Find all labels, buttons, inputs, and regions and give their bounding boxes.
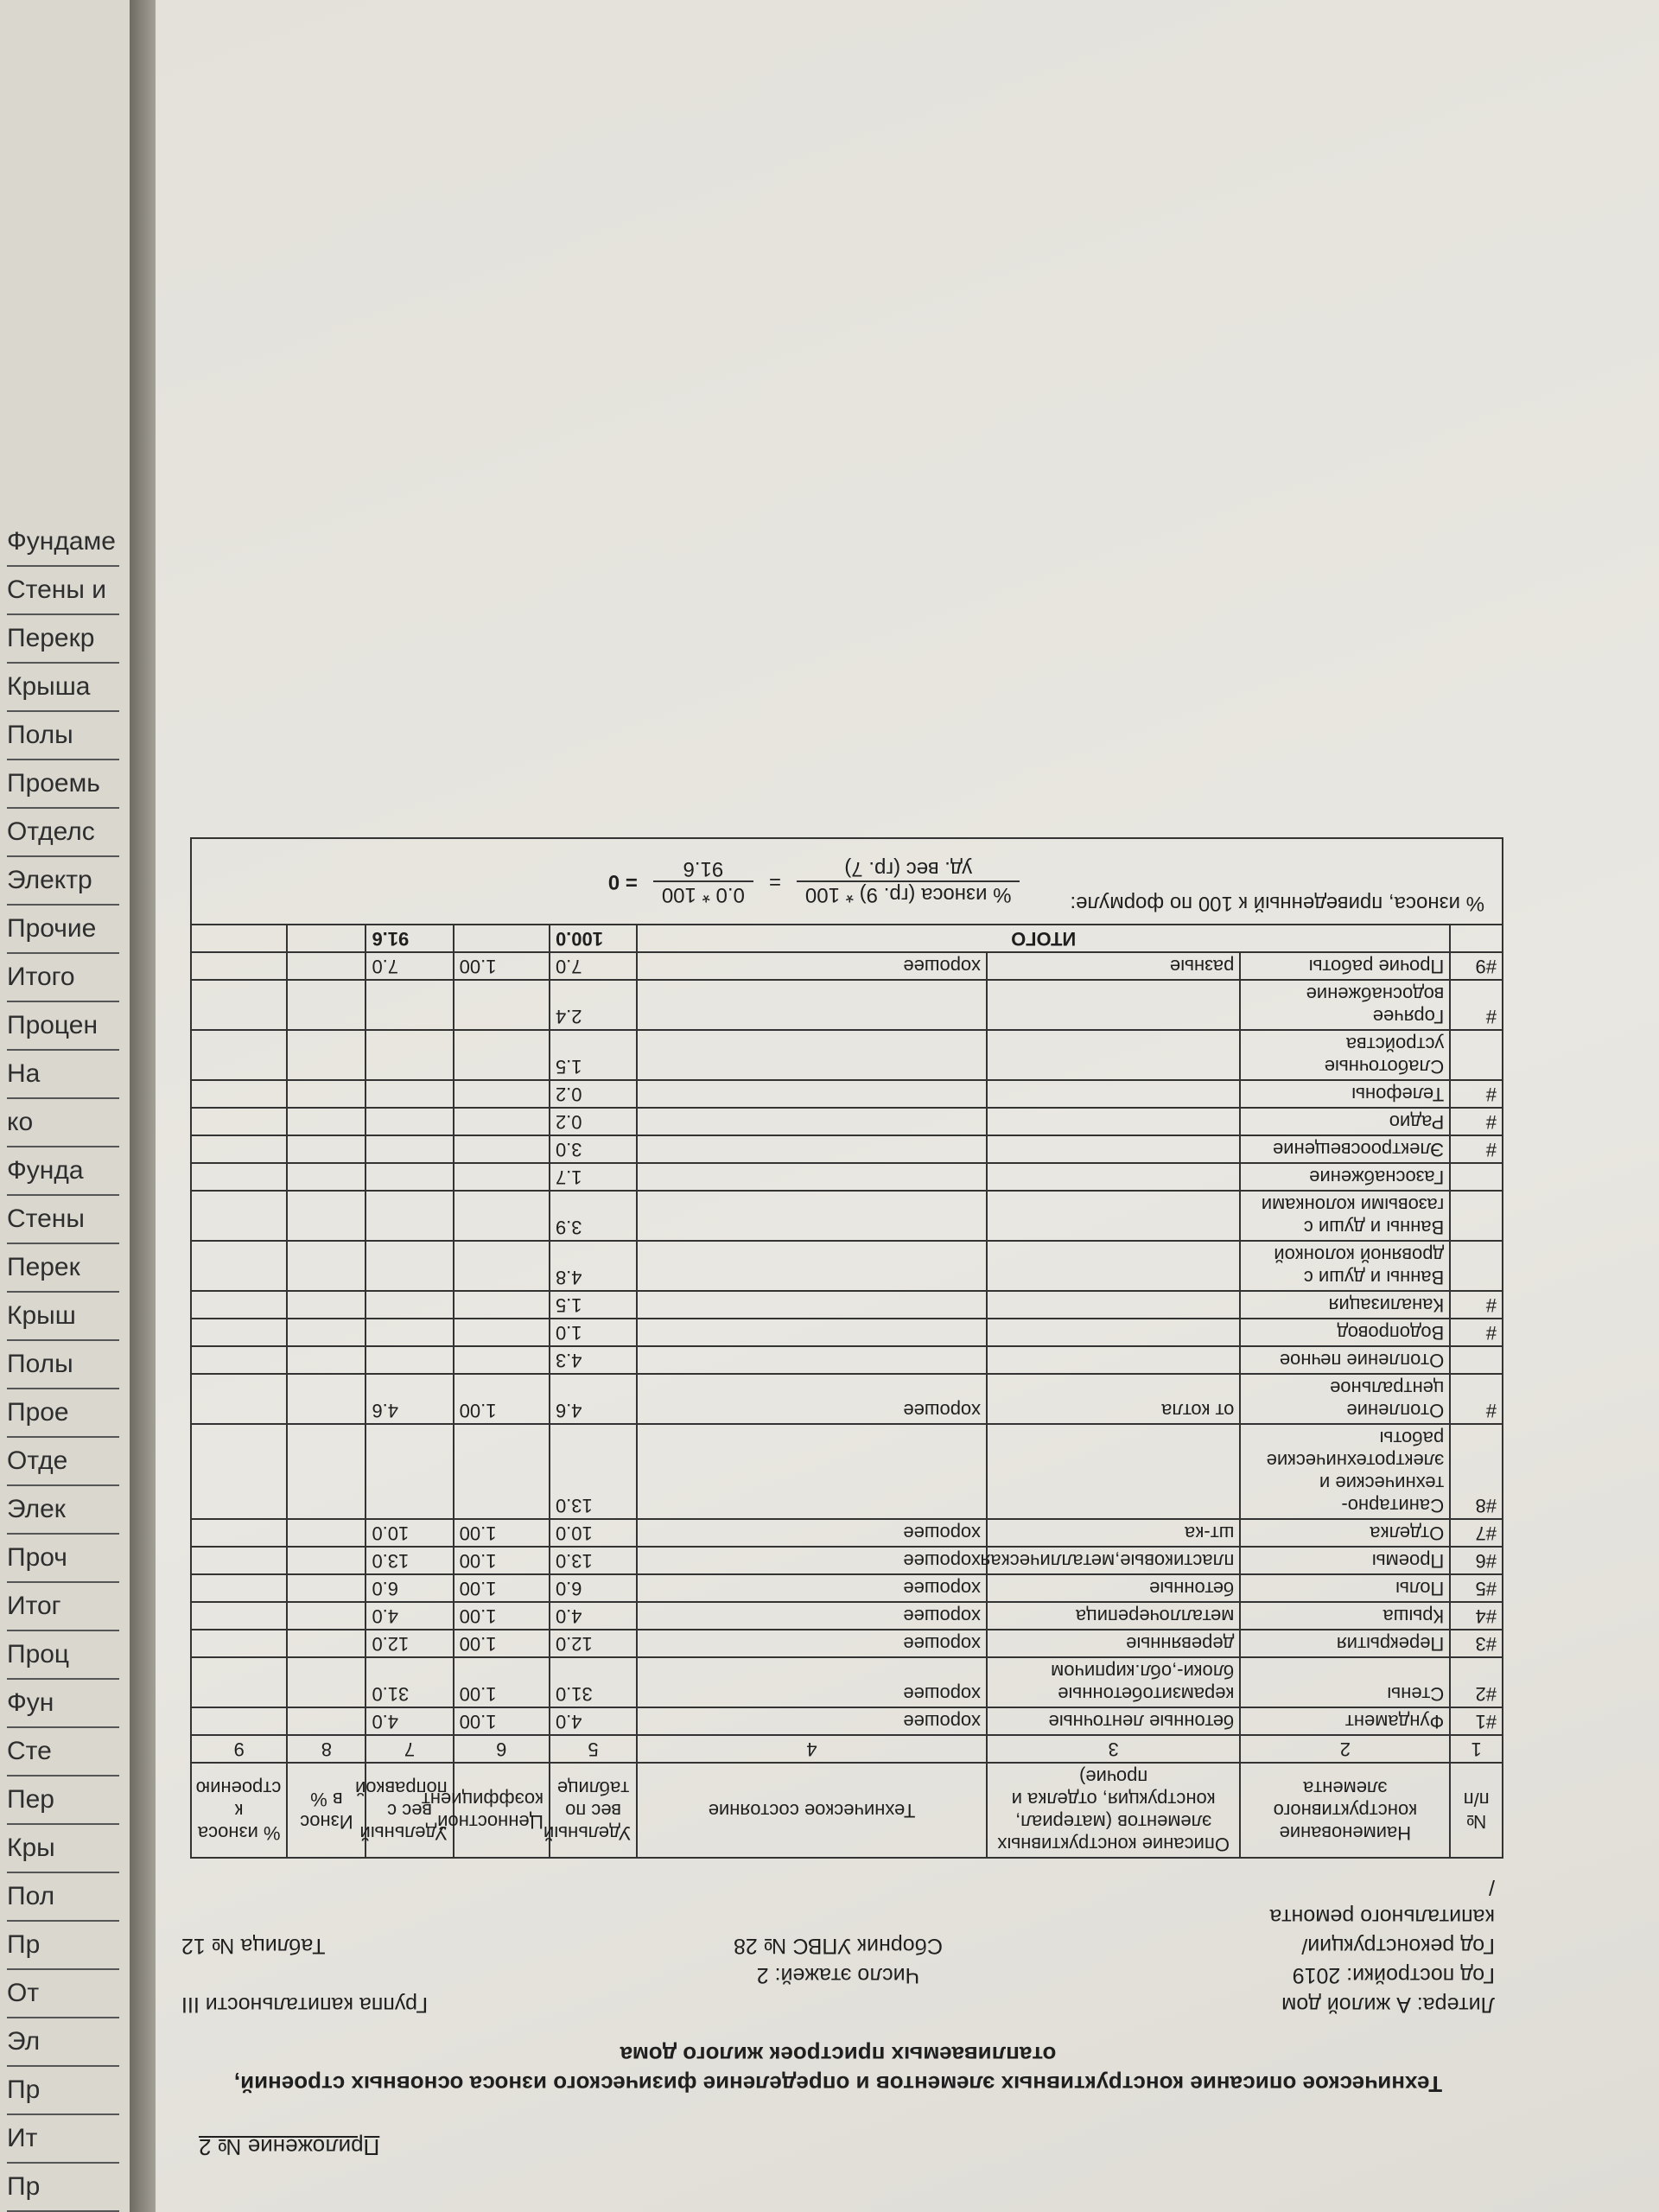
wear-table bbox=[190, 924, 1503, 1859]
header-wear: Износ в % bbox=[287, 1763, 365, 1858]
underlying-list-item: Перек bbox=[7, 1244, 119, 1293]
row-wear bbox=[287, 980, 365, 1030]
row-name: Электроосвещение bbox=[1240, 1135, 1450, 1163]
litera: Литера: А жилой дом bbox=[1281, 1993, 1495, 2017]
row-weight-corrected: 31.0 bbox=[365, 1657, 453, 1707]
total-weight: 100.0 bbox=[550, 925, 637, 952]
row-name: Радио bbox=[1240, 1108, 1450, 1135]
row-weight-corrected: 4.0 bbox=[365, 1707, 453, 1735]
row-wear-building bbox=[191, 1424, 287, 1519]
row-weight: 31.0 bbox=[550, 1657, 637, 1707]
row-weight: 13.0 bbox=[550, 1547, 637, 1574]
row-num: # bbox=[1450, 1135, 1503, 1163]
appendix-label: Приложение № 2 bbox=[199, 2134, 380, 2160]
row-num bbox=[1450, 1191, 1503, 1241]
capital-group: Группа капитальности III bbox=[181, 1993, 429, 2017]
row-name: Прочие работы bbox=[1240, 952, 1450, 980]
row-state bbox=[637, 1135, 987, 1163]
row-coef: 1.00 bbox=[454, 1574, 550, 1602]
formula-fraction-1 bbox=[797, 856, 1020, 906]
table-row bbox=[191, 1163, 1503, 1191]
row-wear bbox=[287, 1519, 365, 1547]
underlying-list-item: Прое bbox=[7, 1389, 119, 1438]
row-weight-corrected bbox=[365, 1319, 453, 1346]
table-row bbox=[191, 1424, 1503, 1519]
header-weight-corrected: Удельный вес с поправкой bbox=[365, 1763, 453, 1858]
row-coef: 1.00 bbox=[454, 1519, 550, 1547]
row-coef: 1.00 bbox=[454, 1602, 550, 1630]
row-desc: керамзитобетонные блоки-,обл.кирпичом bbox=[987, 1657, 1240, 1707]
row-desc bbox=[987, 1030, 1240, 1080]
row-state bbox=[637, 1241, 987, 1291]
row-name: Крыша bbox=[1240, 1602, 1450, 1630]
formula-block bbox=[190, 837, 1503, 924]
row-weight: 4.0 bbox=[550, 1602, 637, 1630]
formula-fraction-2 bbox=[653, 856, 753, 906]
underlying-list-item: Пр bbox=[7, 1922, 119, 1970]
row-weight: 4.8 bbox=[550, 1241, 637, 1291]
underlying-list-item: От bbox=[7, 1970, 119, 2018]
row-coef: 1.00 bbox=[454, 952, 550, 980]
row-wear-building bbox=[191, 952, 287, 980]
formula-numerator-1: % износа (гр. 9) * 100 bbox=[797, 880, 1020, 906]
table-row bbox=[191, 1374, 1503, 1424]
row-wear bbox=[287, 1630, 365, 1657]
row-desc: металлочерепица bbox=[987, 1602, 1240, 1630]
table-row bbox=[191, 980, 1503, 1030]
row-state bbox=[637, 980, 987, 1030]
row-name: Отопление печное bbox=[1240, 1346, 1450, 1374]
row-wear bbox=[287, 1374, 365, 1424]
underlying-list-item: Элек bbox=[7, 1486, 119, 1535]
row-wear-building bbox=[191, 1630, 287, 1657]
row-desc bbox=[987, 1319, 1240, 1346]
underlying-list-item: Отде bbox=[7, 1438, 119, 1486]
underlying-list-item: Фундаме bbox=[7, 518, 119, 567]
row-wear bbox=[287, 1319, 365, 1346]
index-cell: 1 bbox=[1450, 1735, 1503, 1763]
row-wear bbox=[287, 1547, 365, 1574]
underlying-list-item: Пр bbox=[7, 2067, 119, 2115]
row-wear-building bbox=[191, 1135, 287, 1163]
table-row bbox=[191, 1707, 1503, 1735]
row-state: хорошее bbox=[637, 952, 987, 980]
row-name: Отделка bbox=[1240, 1519, 1450, 1547]
year-reconstruction-value: / bbox=[1489, 1875, 1495, 1899]
table-row bbox=[191, 1108, 1503, 1135]
row-num: #7 bbox=[1450, 1519, 1503, 1547]
underlying-list-item: Пр bbox=[7, 2164, 119, 2212]
row-wear-building bbox=[191, 1346, 287, 1374]
row-weight: 3.9 bbox=[550, 1191, 637, 1241]
row-num bbox=[1450, 1163, 1503, 1191]
row-state: хорошее bbox=[637, 1374, 987, 1424]
row-desc bbox=[987, 1424, 1240, 1519]
row-state: хорошее bbox=[637, 1602, 987, 1630]
underlying-list-item: ко bbox=[7, 1099, 119, 1147]
table-row bbox=[191, 1574, 1503, 1602]
underlying-list-item: Стены bbox=[7, 1196, 119, 1244]
header-state: Техническое состояние bbox=[637, 1763, 987, 1858]
table-row bbox=[191, 1191, 1503, 1241]
row-desc bbox=[987, 1163, 1240, 1191]
row-state: хорошее bbox=[637, 1547, 987, 1574]
row-wear-building bbox=[191, 1191, 287, 1241]
row-num: #5 bbox=[1450, 1574, 1503, 1602]
row-weight: 6.0 bbox=[550, 1574, 637, 1602]
row-num: # bbox=[1450, 1374, 1503, 1424]
header-name: Наименование конструктивного элемента bbox=[1240, 1763, 1450, 1858]
row-desc bbox=[987, 1241, 1240, 1291]
row-coef bbox=[454, 1424, 550, 1519]
header-coef: Ценностной коэффициент bbox=[454, 1763, 550, 1858]
row-state bbox=[637, 1319, 987, 1346]
row-weight: 1.0 bbox=[550, 1319, 637, 1346]
row-coef: 1.00 bbox=[454, 1707, 550, 1735]
underlying-list-item: Итог bbox=[7, 1583, 119, 1631]
row-desc bbox=[987, 1346, 1240, 1374]
row-weight: 2.4 bbox=[550, 980, 637, 1030]
row-weight-corrected bbox=[365, 1108, 453, 1135]
row-weight-corrected: 4.6 bbox=[365, 1374, 453, 1424]
row-weight-corrected bbox=[365, 1135, 453, 1163]
underlying-list-item: Крыш bbox=[7, 1293, 119, 1341]
row-state bbox=[637, 1080, 987, 1108]
underlying-list-item: Кры bbox=[7, 1825, 119, 1873]
underlying-list-item: Проемь bbox=[7, 760, 119, 809]
row-weight-corrected: 13.0 bbox=[365, 1547, 453, 1574]
row-num bbox=[1450, 1030, 1503, 1080]
row-weight: 4.3 bbox=[550, 1346, 637, 1374]
row-coef: 1.00 bbox=[454, 1657, 550, 1707]
table-row bbox=[191, 952, 1503, 980]
row-wear bbox=[287, 1602, 365, 1630]
document-sheet bbox=[156, 0, 1659, 2212]
row-num: # bbox=[1450, 980, 1503, 1030]
table-row bbox=[191, 1346, 1503, 1374]
row-desc bbox=[987, 1108, 1240, 1135]
table-row bbox=[191, 1135, 1503, 1163]
row-wear-building bbox=[191, 1602, 287, 1630]
document-title: Техническое описание конструктивных элементов и определение физического износа основных строений, отапливаемых пристроек жилого дома bbox=[233, 2042, 1443, 2097]
row-wear bbox=[287, 1707, 365, 1735]
row-desc bbox=[987, 1191, 1240, 1241]
row-wear-building bbox=[191, 1707, 287, 1735]
row-wear bbox=[287, 1030, 365, 1080]
row-weight: 4.0 bbox=[550, 1707, 637, 1735]
floors: Число этажей: 2 bbox=[756, 1963, 920, 1987]
row-coef bbox=[454, 1030, 550, 1080]
row-wear-building bbox=[191, 1030, 287, 1080]
row-weight-corrected: 10.0 bbox=[365, 1519, 453, 1547]
row-weight-corrected: 7.0 bbox=[365, 952, 453, 980]
row-wear bbox=[287, 1657, 365, 1707]
row-desc: деревянные bbox=[987, 1630, 1240, 1657]
row-wear-building bbox=[191, 1241, 287, 1291]
row-weight: 0.2 bbox=[550, 1108, 637, 1135]
row-weight-corrected bbox=[365, 1163, 453, 1191]
row-desc: пластиковые,металлическая bbox=[987, 1547, 1240, 1574]
year-reconstruction-2: капитального ремонта bbox=[1269, 1904, 1495, 1929]
table-header-row bbox=[191, 1763, 1503, 1858]
header-desc: Описание конструктивных элементов (материал, конструкция, отделка и прочие) bbox=[987, 1763, 1240, 1858]
row-num: # bbox=[1450, 1080, 1503, 1108]
index-cell: 6 bbox=[454, 1735, 550, 1763]
underlying-list-item: Проч bbox=[7, 1535, 119, 1583]
row-desc: шт-ка bbox=[987, 1519, 1240, 1547]
row-wear-building bbox=[191, 1291, 287, 1319]
row-weight-corrected bbox=[365, 980, 453, 1030]
underlying-list-item: Пер bbox=[7, 1777, 119, 1825]
underlying-list-item: Проц bbox=[7, 1631, 119, 1680]
row-weight-corrected bbox=[365, 1030, 453, 1080]
sbornik: Сборник УПВС № 28 bbox=[733, 1934, 944, 1958]
row-weight: 1.5 bbox=[550, 1291, 637, 1319]
row-desc: бетонные ленточные bbox=[987, 1707, 1240, 1735]
row-coef bbox=[454, 1291, 550, 1319]
row-num: # bbox=[1450, 1291, 1503, 1319]
table-row bbox=[191, 1319, 1503, 1346]
row-wear-building bbox=[191, 1080, 287, 1108]
row-weight-corrected bbox=[365, 1291, 453, 1319]
meta-block bbox=[181, 1872, 1495, 2019]
row-wear bbox=[287, 1346, 365, 1374]
row-wear bbox=[287, 1424, 365, 1519]
row-name: Полы bbox=[1240, 1574, 1450, 1602]
underlying-list-item: Перекр bbox=[7, 615, 119, 664]
table-row bbox=[191, 1519, 1503, 1547]
row-coef: 1.00 bbox=[454, 1630, 550, 1657]
row-wear-building bbox=[191, 1108, 287, 1135]
row-state: хорошее bbox=[637, 1574, 987, 1602]
row-wear-building bbox=[191, 1547, 287, 1574]
row-num: #1 bbox=[1450, 1707, 1503, 1735]
row-wear bbox=[287, 1080, 365, 1108]
row-weight: 7.0 bbox=[550, 952, 637, 980]
underlying-list-item: Сте bbox=[7, 1728, 119, 1777]
row-wear bbox=[287, 1291, 365, 1319]
row-num: #6 bbox=[1450, 1547, 1503, 1574]
row-coef: 1.00 bbox=[454, 1374, 550, 1424]
row-wear bbox=[287, 1574, 365, 1602]
underlying-list-item: Полы bbox=[7, 712, 119, 760]
formula-result: = 0 bbox=[607, 870, 638, 893]
row-num: #2 bbox=[1450, 1657, 1503, 1707]
row-weight-corrected bbox=[365, 1346, 453, 1374]
underlying-list-item: Фунда bbox=[7, 1147, 119, 1196]
underlying-list-item: Фун bbox=[7, 1680, 119, 1728]
row-weight: 0.2 bbox=[550, 1080, 637, 1108]
row-name: Проемы bbox=[1240, 1547, 1450, 1574]
table-row bbox=[191, 1547, 1503, 1574]
formula-numerator-2: 0.0 * 100 bbox=[653, 880, 753, 906]
underlying-list-item: Крыша bbox=[7, 664, 119, 712]
row-wear-building bbox=[191, 1319, 287, 1346]
row-state: хорошее bbox=[637, 1707, 987, 1735]
row-desc: бетонные bbox=[987, 1574, 1240, 1602]
underlying-list-item: Эл bbox=[7, 2018, 119, 2067]
row-weight: 3.0 bbox=[550, 1135, 637, 1163]
table-number: Таблица № 12 bbox=[181, 1934, 326, 1958]
row-state bbox=[637, 1424, 987, 1519]
formula-caption: % износа, приведенный к 100 по формуле: bbox=[1070, 892, 1484, 915]
row-state bbox=[637, 1191, 987, 1241]
row-state: хорошее bbox=[637, 1657, 987, 1707]
row-weight: 4.6 bbox=[550, 1374, 637, 1424]
formula-denominator-1: уд. вес (гр. 7) bbox=[844, 857, 973, 880]
index-cell: 4 bbox=[637, 1735, 987, 1763]
row-num: # bbox=[1450, 1108, 1503, 1135]
row-weight: 1.5 bbox=[550, 1030, 637, 1080]
row-desc bbox=[987, 1080, 1240, 1108]
row-coef: 1.00 bbox=[454, 1547, 550, 1574]
row-wear-building bbox=[191, 1519, 287, 1547]
row-desc bbox=[987, 980, 1240, 1030]
row-coef bbox=[454, 980, 550, 1030]
row-coef bbox=[454, 1319, 550, 1346]
row-wear-building bbox=[191, 1374, 287, 1424]
row-name: Ванны и души с дровяной колонкой bbox=[1240, 1241, 1450, 1291]
underlying-list-item: Прочие bbox=[7, 906, 119, 954]
table-row bbox=[191, 1030, 1503, 1080]
row-name: Газоснабжение bbox=[1240, 1163, 1450, 1191]
row-wear-building bbox=[191, 1574, 287, 1602]
row-name: Санитарно-технические и электротехнические работы bbox=[1240, 1424, 1450, 1519]
row-desc: разные bbox=[987, 952, 1240, 980]
underlying-sheet bbox=[0, 0, 131, 2212]
row-weight-corrected bbox=[365, 1080, 453, 1108]
row-coef bbox=[454, 1241, 550, 1291]
table-row bbox=[191, 1080, 1503, 1108]
row-name: Канализация bbox=[1240, 1291, 1450, 1319]
total-weight-corrected: 91.6 bbox=[365, 925, 453, 952]
table-row bbox=[191, 1602, 1503, 1630]
row-weight-corrected: 12.0 bbox=[365, 1630, 453, 1657]
underlying-list-item: Отделс bbox=[7, 809, 119, 857]
formula-denominator-2: 91.6 bbox=[683, 857, 724, 880]
row-name: Слаботочные устройства bbox=[1240, 1030, 1450, 1080]
row-num: #9 bbox=[1450, 952, 1503, 980]
row-name: Водопровод bbox=[1240, 1319, 1450, 1346]
row-coef bbox=[454, 1135, 550, 1163]
row-coef bbox=[454, 1346, 550, 1374]
header-wear-building: % износа к строению bbox=[191, 1763, 287, 1858]
underlying-list-item: Электр bbox=[7, 857, 119, 906]
index-cell: 3 bbox=[987, 1735, 1240, 1763]
underlying-list-item: Итого bbox=[7, 954, 119, 1002]
row-weight-corrected: 4.0 bbox=[365, 1602, 453, 1630]
row-state bbox=[637, 1346, 987, 1374]
row-coef bbox=[454, 1191, 550, 1241]
row-num bbox=[1450, 1241, 1503, 1291]
total-label: ИТОГО bbox=[637, 925, 1450, 952]
row-name: Горячее водоснабжение bbox=[1240, 980, 1450, 1030]
index-cell: 2 bbox=[1240, 1735, 1450, 1763]
row-state: хорошее bbox=[637, 1519, 987, 1547]
row-wear-building bbox=[191, 980, 287, 1030]
row-weight: 1.7 bbox=[550, 1163, 637, 1191]
row-coef bbox=[454, 1080, 550, 1108]
row-wear bbox=[287, 952, 365, 980]
table-row bbox=[191, 1657, 1503, 1707]
index-cell: 8 bbox=[287, 1735, 365, 1763]
underlying-list-item: Полы bbox=[7, 1341, 119, 1389]
year-reconstruction: Год реконструкции/ bbox=[1301, 1934, 1495, 1958]
row-name: Отопление центральное bbox=[1240, 1374, 1450, 1424]
row-coef bbox=[454, 1108, 550, 1135]
table-row bbox=[191, 1291, 1503, 1319]
row-weight-corrected bbox=[365, 1191, 453, 1241]
row-wear-building bbox=[191, 1657, 287, 1707]
underlying-list-item: Процен bbox=[7, 1002, 119, 1051]
formula-equals: = bbox=[768, 870, 781, 893]
row-weight-corrected: 6.0 bbox=[365, 1574, 453, 1602]
row-name: Стены bbox=[1240, 1657, 1450, 1707]
row-state bbox=[637, 1291, 987, 1319]
row-wear bbox=[287, 1135, 365, 1163]
row-num: # bbox=[1450, 1319, 1503, 1346]
underlying-list-item: Стены и bbox=[7, 567, 119, 615]
row-wear bbox=[287, 1241, 365, 1291]
underlying-sheet-list bbox=[7, 518, 119, 2212]
row-name: Перекрытия bbox=[1240, 1630, 1450, 1657]
row-num bbox=[1450, 1346, 1503, 1374]
total-row bbox=[191, 925, 1503, 952]
row-num: #3 bbox=[1450, 1630, 1503, 1657]
row-wear bbox=[287, 1163, 365, 1191]
index-cell: 7 bbox=[365, 1735, 453, 1763]
row-weight: 13.0 bbox=[550, 1424, 637, 1519]
row-weight-corrected bbox=[365, 1424, 453, 1519]
row-num: #8 bbox=[1450, 1424, 1503, 1519]
index-cell: 5 bbox=[550, 1735, 637, 1763]
table-row bbox=[191, 1241, 1503, 1291]
row-state bbox=[637, 1163, 987, 1191]
row-desc bbox=[987, 1135, 1240, 1163]
year-built: Год постройки: 2019 bbox=[1292, 1963, 1495, 1987]
row-num: #4 bbox=[1450, 1602, 1503, 1630]
row-wear bbox=[287, 1108, 365, 1135]
row-desc bbox=[987, 1291, 1240, 1319]
row-name: Ванны и души с газовыми колонками bbox=[1240, 1191, 1450, 1241]
underlying-list-item: Пол bbox=[7, 1873, 119, 1922]
table-row bbox=[191, 1630, 1503, 1657]
index-cell: 9 bbox=[191, 1735, 287, 1763]
row-coef bbox=[454, 1163, 550, 1191]
row-weight: 10.0 bbox=[550, 1519, 637, 1547]
row-state: хорошее bbox=[637, 1630, 987, 1657]
underlying-list-item: Ит bbox=[7, 2115, 119, 2164]
header-weight: Удельный вес по таблице bbox=[550, 1763, 637, 1858]
row-state bbox=[637, 1108, 987, 1135]
header-num: № п/п bbox=[1450, 1763, 1503, 1858]
row-state bbox=[637, 1030, 987, 1080]
underlying-list-item: На bbox=[7, 1051, 119, 1099]
row-wear-building bbox=[191, 1163, 287, 1191]
index-row bbox=[191, 1735, 1503, 1763]
row-wear bbox=[287, 1191, 365, 1241]
row-weight: 12.0 bbox=[550, 1630, 637, 1657]
row-name: Фундамент bbox=[1240, 1707, 1450, 1735]
row-desc: от котла bbox=[987, 1374, 1240, 1424]
row-weight-corrected bbox=[365, 1241, 453, 1291]
row-name: Телефоны bbox=[1240, 1080, 1450, 1108]
